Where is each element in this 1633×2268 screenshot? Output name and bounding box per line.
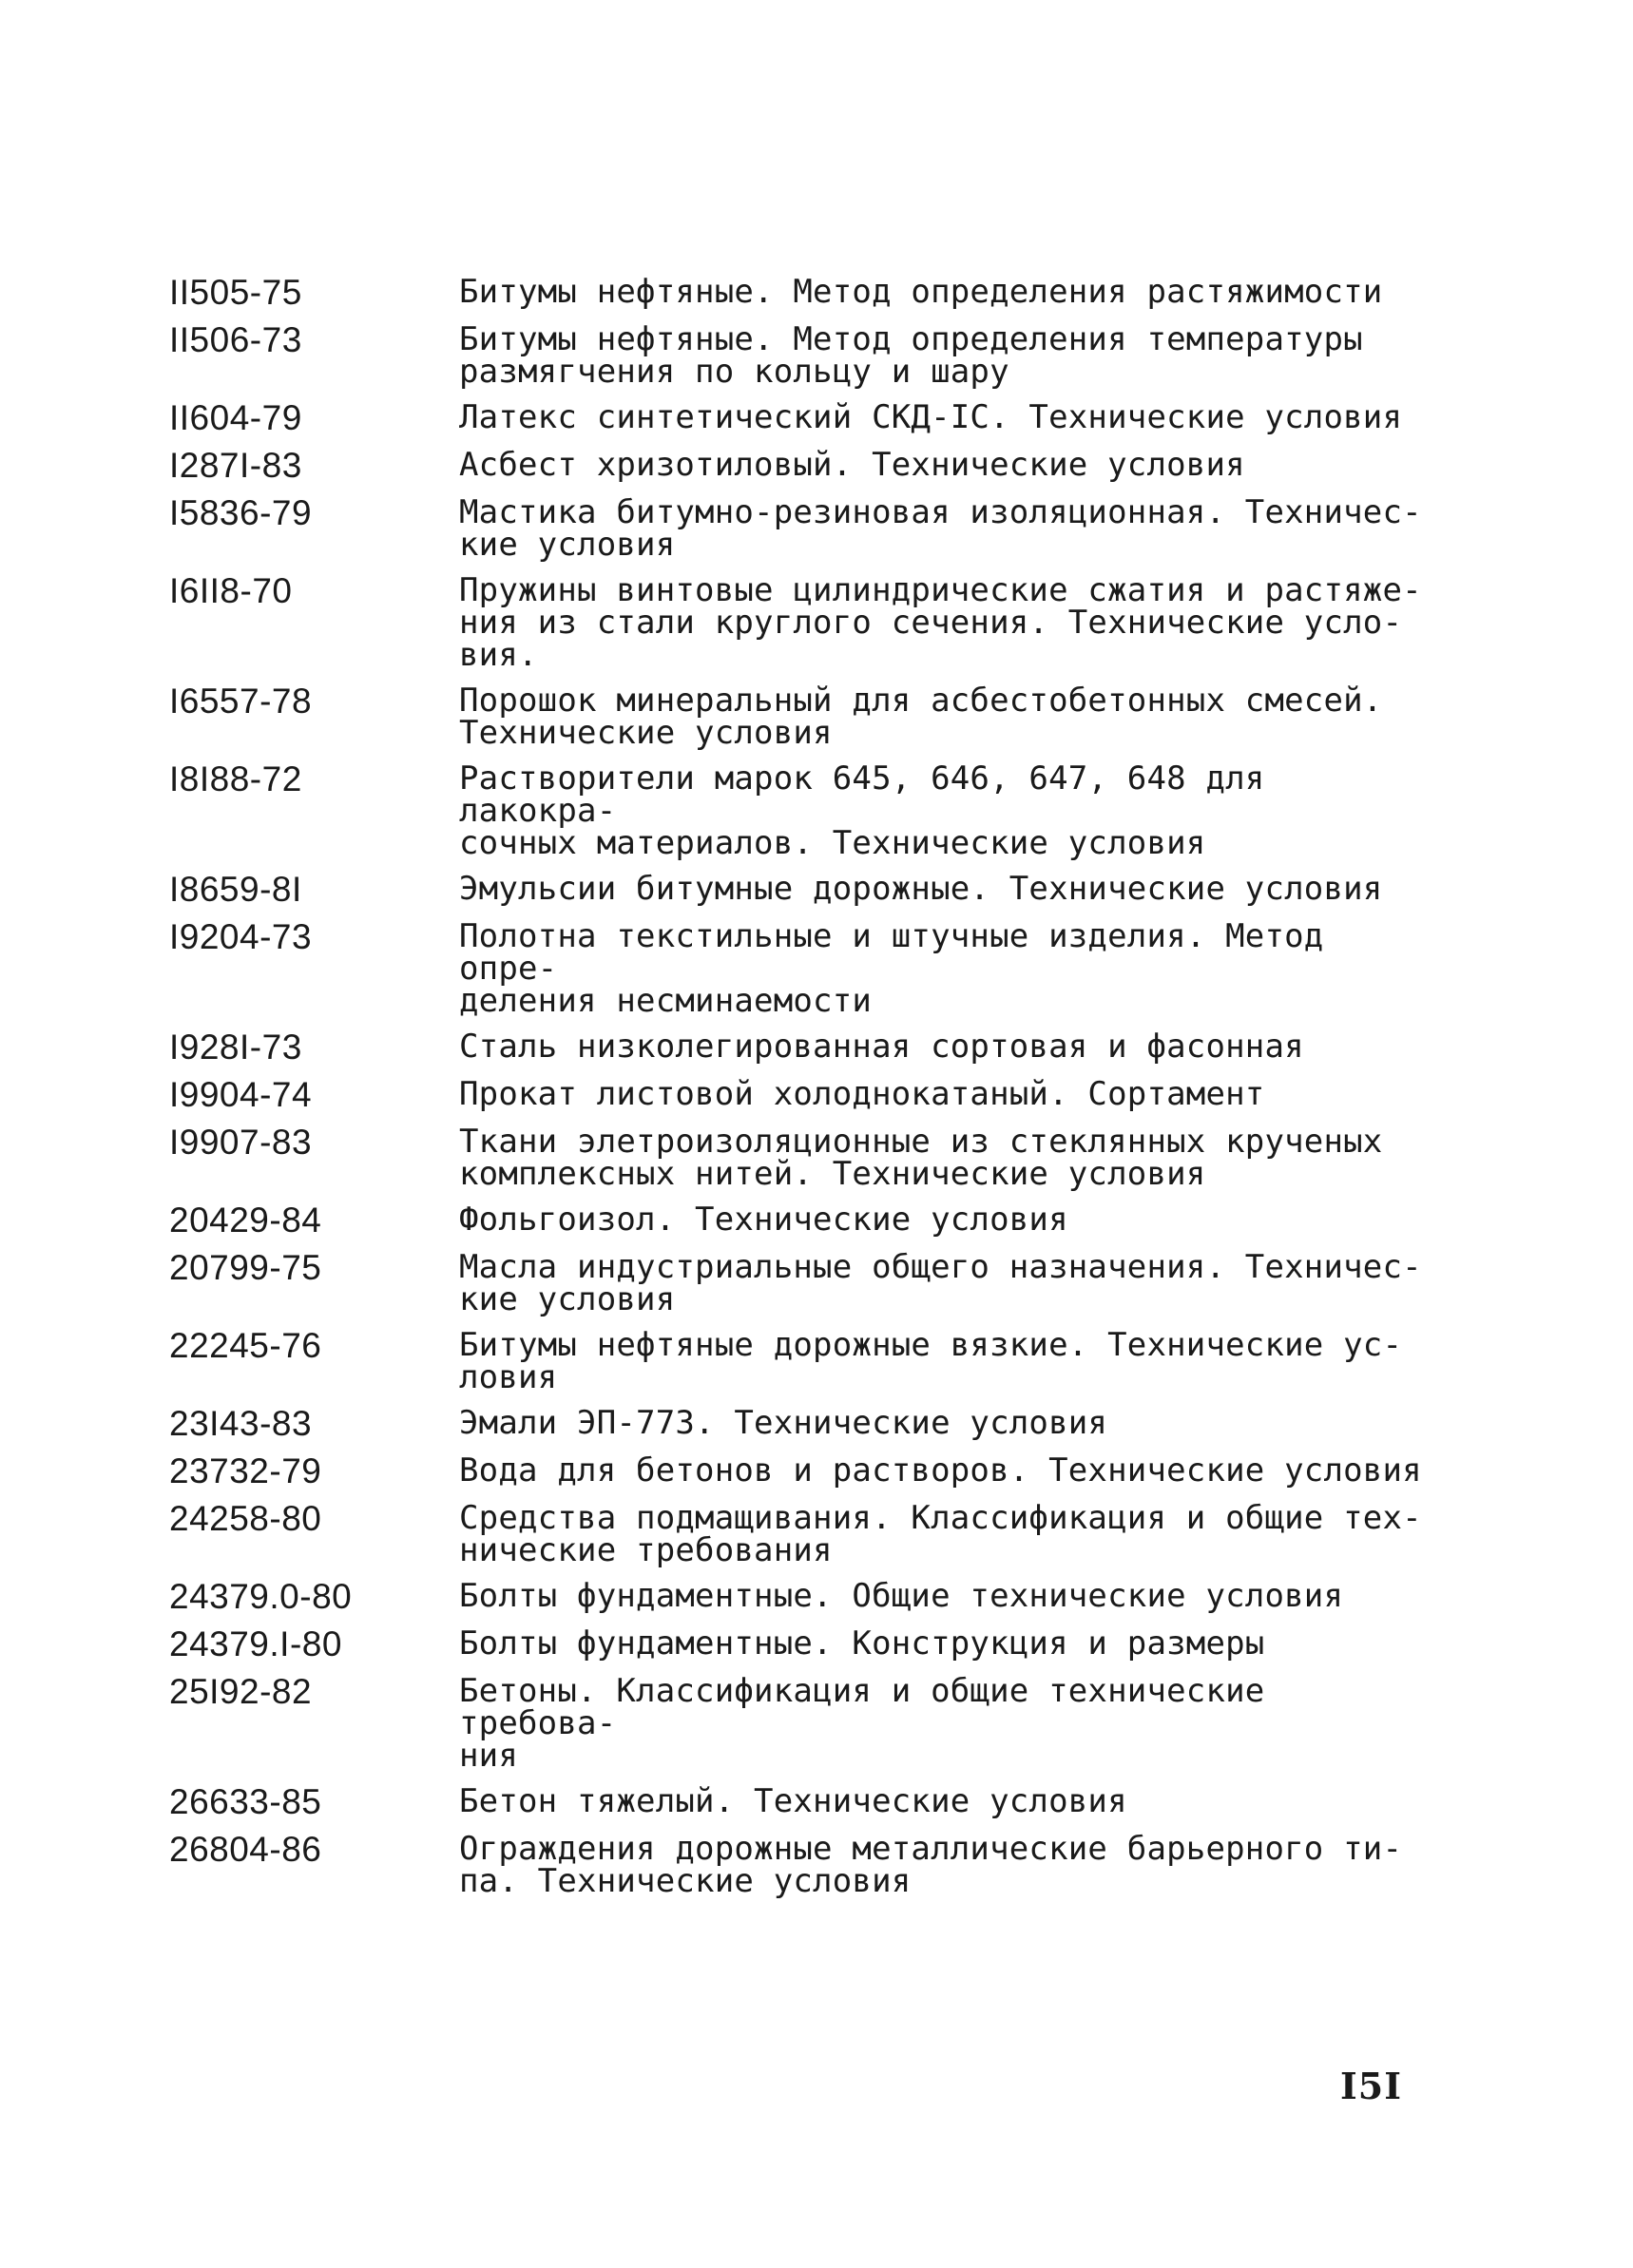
standard-code: II506-73 <box>169 320 302 359</box>
list-item <box>169 870 1424 909</box>
standard-title: Эмали ЭП-773. Технические условия <box>459 1404 1108 1442</box>
standard-code: 20429-84 <box>169 1201 322 1240</box>
standard-code: I6II8-70 <box>169 571 293 610</box>
standard-code: I287I-83 <box>169 446 302 485</box>
standard-title: Битумы нефтяные. Метод определения температуры размягчения по кольцу и шару <box>459 320 1363 391</box>
standard-code: I9204-73 <box>169 917 313 956</box>
standard-code: 26633-85 <box>169 1782 322 1821</box>
standard-title: Полотна текстильные и штучные изделия. Метод опре- деления несминаемости <box>459 917 1324 1020</box>
list-item <box>169 1248 1424 1318</box>
standard-code: 26804-86 <box>169 1830 322 1869</box>
standard-code: 24379.I-80 <box>169 1624 342 1663</box>
standard-title: Фольгоизол. Технические условия <box>459 1201 1068 1239</box>
list-item <box>169 1404 1424 1443</box>
standard-title: Вода для бетонов и растворов. Технические условия <box>459 1451 1422 1490</box>
standard-title: Ткани элетроизоляционные из стеклянных крученых комплексных нитей. Технические условия <box>459 1123 1383 1193</box>
list-item <box>169 446 1424 485</box>
standard-title: Болты фундаментные. Конструкция и размеры <box>459 1624 1265 1663</box>
standard-title: Бетон тяжелый. Технические условия <box>459 1782 1127 1820</box>
standard-code: 20799-75 <box>169 1248 322 1287</box>
list-item <box>169 1624 1424 1663</box>
list-item <box>169 1451 1424 1490</box>
list-item <box>169 682 1424 752</box>
standard-title: Эмульсии битумные дорожные. Технические условия <box>459 870 1383 908</box>
list-item <box>169 1123 1424 1193</box>
list-item <box>169 320 1424 391</box>
standard-code: 25I92-82 <box>169 1672 313 1711</box>
standard-code: II604-79 <box>169 398 302 437</box>
standard-code: 23I43-83 <box>169 1404 313 1443</box>
standard-title: Болты фундаментные. Общие технические условия <box>459 1577 1344 1615</box>
standard-code: 23732-79 <box>169 1451 322 1490</box>
standard-code: I928I-73 <box>169 1028 302 1067</box>
list-item <box>169 1030 1424 1065</box>
standard-title: Средства подмащивания. Классификация и общие тех- нические требования <box>459 1499 1422 1569</box>
standard-title: Растворители марок 645, 646, 647, 648 для лакокра- сочных материалов. Технические условия <box>459 759 1265 862</box>
standard-title: Прокат листовой холоднокатаный. Сортамент <box>459 1075 1265 1113</box>
list-item <box>169 1075 1424 1114</box>
standard-code: I9904-74 <box>169 1075 313 1114</box>
list-item <box>169 1782 1424 1821</box>
standard-title: Сталь низколегированная сортовая и фасонная <box>459 1028 1304 1066</box>
standard-title: Латекс синтетический СКД-IС. Технические условия <box>459 398 1403 436</box>
standard-title: Битумы нефтяные дорожные вязкие. Технические ус- ловия <box>459 1326 1403 1396</box>
standard-code: I9907-83 <box>169 1123 313 1162</box>
list-item <box>169 1672 1424 1775</box>
list-item <box>169 917 1424 1020</box>
list-item <box>169 1203 1424 1238</box>
list-item <box>169 1830 1424 1900</box>
standard-title: Асбест хризотиловый. Технические условия <box>459 446 1245 484</box>
standards-list <box>169 273 1424 1911</box>
standard-title: Битумы нефтяные. Метод определения растяжимости <box>459 273 1383 311</box>
standard-title: Ограждения дорожные металлические барьерного ти- па. Технические условия <box>459 1830 1403 1900</box>
standard-code: 22245-76 <box>169 1326 322 1365</box>
standard-code: 24258-80 <box>169 1499 322 1538</box>
standard-title: Мастика битумно-резиновая изоляционная. Техничес- кие условия <box>459 493 1422 564</box>
standard-code: II505-75 <box>169 273 302 312</box>
list-item <box>169 1326 1424 1396</box>
standard-code: 24379.0-80 <box>169 1577 353 1616</box>
page-number: I5I <box>1340 2065 1402 2107</box>
standard-code: I8659-8I <box>169 870 302 909</box>
list-item <box>169 398 1424 437</box>
standard-title: Пружины винтовые цилиндрические сжатия и растяже- ния из стали круглого сечения. Технические усло- вия. <box>459 571 1422 674</box>
standard-title: Масла индустриальные общего назначения. Техничес- кие условия <box>459 1248 1422 1318</box>
list-item <box>169 1499 1424 1569</box>
list-item <box>169 571 1424 674</box>
standard-code: I6557-78 <box>169 682 313 721</box>
list-item <box>169 273 1424 312</box>
list-item <box>169 759 1424 862</box>
list-item <box>169 1577 1424 1616</box>
standard-title: Порошок минеральный для асбестобетонных смесей. Технические условия <box>459 682 1383 752</box>
standard-title: Бетоны. Классификация и общие технические требова- ния <box>459 1672 1265 1775</box>
list-item <box>169 493 1424 564</box>
standard-code: I8I88-72 <box>169 759 302 798</box>
standard-code: I5836-79 <box>169 493 313 532</box>
